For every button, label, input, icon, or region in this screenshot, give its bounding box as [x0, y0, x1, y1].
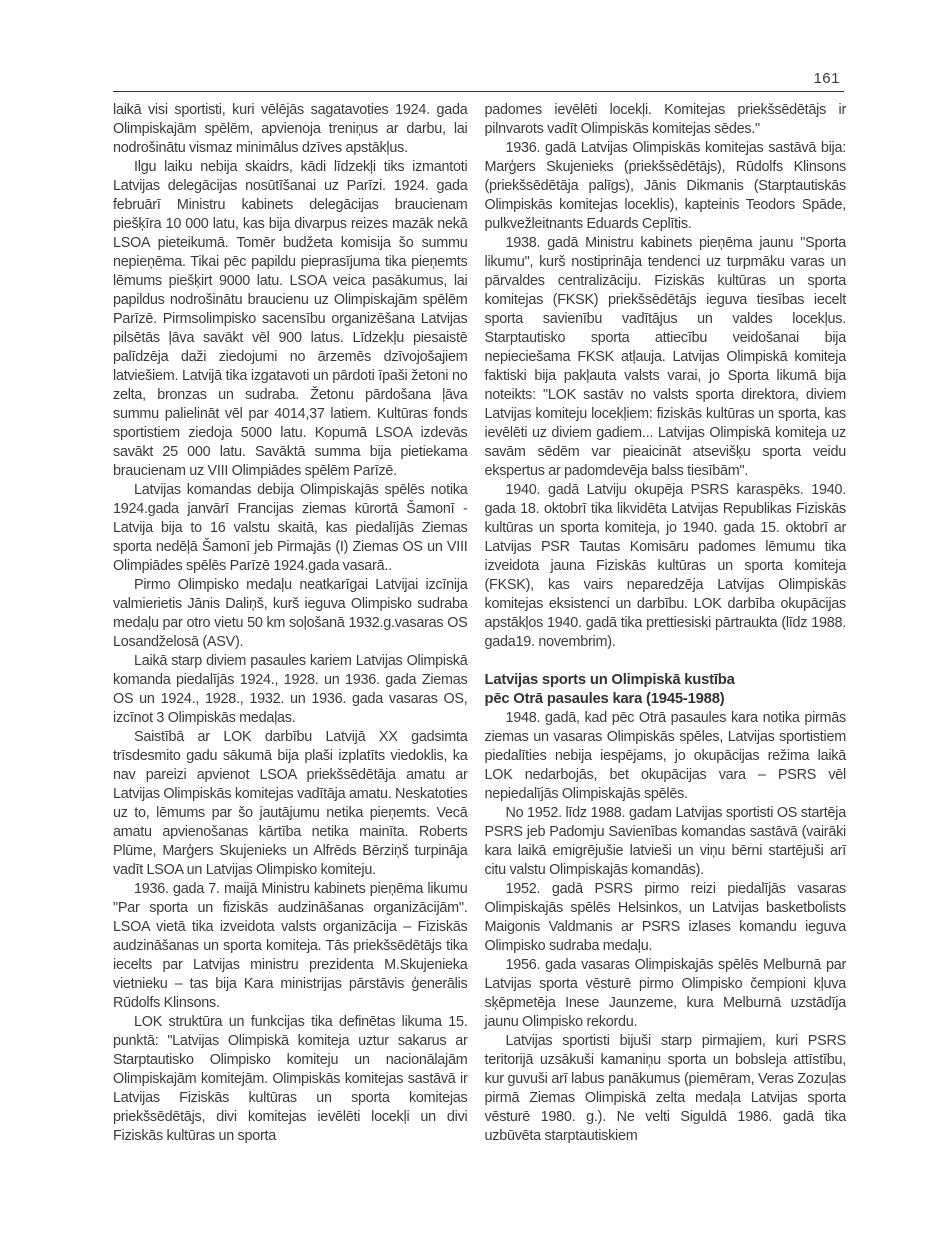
- section-heading-line-2: pēc Otrā pasaules kara (1945-1988): [484, 691, 725, 707]
- body-paragraph: padomes ievēlēti locekļi. Komitejas priekšsēdētājs ir pilnvarots vadīt Olimpiskās komitejas sēdes.": [484, 102, 846, 137]
- body-paragraph: laikā visi sportisti, kuri vēlējās sagatavoties 1924. gada Olimpiskajām spēlēm, apvienoja treniņus ar darbu, lai nodrošinātu vismaz minimālus dzīves apstākļus.: [113, 102, 468, 156]
- body-paragraph: Laikā starp diviem pasaules kariem Latvijas Olimpiskā komanda piedalījās 1924., 1928. un 1936. gada Ziemas OS un 1924., 1928., 1932. un 1936. gada vasaras OS, izcīnot 3 Olimpiskās medaļas.: [113, 653, 468, 726]
- body-paragraph: Latvijas komandas debija Olimpiskajās spēlēs notika 1924.gada janvārī Francijas ziemas kūrortā Šamonī - Latvija bija to 16 valstu skaitā, kas piedalījās Ziemas sporta nedēļā Šamonī jeb Pirmajās (I) Ziemas OS un VIII Olimpiādes spēlēs Parīzē 1924.gada vasarā..: [113, 482, 468, 574]
- body-paragraph: LOK struktūra un funkcijas tika definētas likuma 15. punktā: "Latvijas Olimpiskā komiteja uztur sakarus ar Starptautisko Olimpisko komiteju un nacionālajām Olimpiskajām komitejām. Olimpiskās komitejas sastāvā ir Latvijas Fiziskās kultūras un sporta komitejas priekšsēdētājs, divi komitejas ievēlēti locekļi un divi Fiziskās kultūras un sporta: [113, 1014, 468, 1144]
- body-paragraph: 1936. gada 7. maijā Ministru kabinets pieņēma likumu "Par sporta un fiziskās audzināšanas organizācijām". LSOA vietā tika izveidota valsts organizācija – Fiziskās audzināšanas un sporta komiteja. Tās priekšsēdētājs tika iecelts par Latvijas ministru prezidenta M.Skujenieka vietnieku – tas bija Kara ministrijas pārstāvis ģenerālis Rūdolfs Klinsons.: [113, 881, 468, 1011]
- left-column: [113, 101, 468, 1146]
- body-paragraph: 1948. gadā, kad pēc Otrā pasaules kara notika pirmās ziemas un vasaras Olimpiskās spēles, Latvijas sportistiem piedalīties nebija iespējams, jo okupācijas režima laikā LOK nedarbojās, bet okupācijas vara – PSRS vēl nepiedalījās Olimpiskajās spēlēs.: [484, 710, 846, 802]
- section-heading-line-1: Latvijas sports un Olimpiskā kustība: [484, 672, 735, 688]
- section-heading: [485, 671, 847, 709]
- body-paragraph: 1952. gadā PSRS pirmo reizi piedalījās vasaras Olimpiskajās spēlēs Helsinkos, un Latvijas basketbolists Maigonis Valdmanis ar PSRS izlases komandu ieguva Olimpisko sudraba medaļu.: [484, 881, 846, 954]
- header-rule: [113, 91, 844, 92]
- page-header: [113, 0, 844, 92]
- body-paragraph: No 1952. līdz 1988. gadam Latvijas sportisti OS startēja PSRS jeb Padomju Savienības komandas sastāvā (vairāki kara laikā emigrējušie latvieši un viņu bērni startējuši arī citu valstu Olimpiskajās komandās).: [484, 805, 846, 878]
- body-paragraph: Saistībā ar LOK darbību Latvijā XX gadsimta trīsdesmito gadu sākumā bija plaši izplatīts viedoklis, ka nav pareizi apvienot LSOA priekšsēdētāja amatu ar Latvijas Olimpiskās komitejas vadītāja amatu. Neskatoties uz to, lēmums par šo jautājumu netika pieņemts. Vecā amatu apvienošanas kārtība netika mainīta. Roberts Plūme, Marģers Skujenieks un Alfrēds Bērziņš turpināja vadīt LSOA un Latvijas Olimpisko komiteju.: [113, 729, 468, 878]
- page-number: 161: [813, 70, 840, 87]
- body-paragraph: 1936. gadā Latvijas Olimpiskās komitejas sastāvā bija: Marģers Skujenieks (priekšsēdētājs), Rūdolfs Klinsons (priekšsēdētāja palīgs), Jānis Dikmanis (Starptautiskās Olimpiskās komitejas loceklis), kapteinis Teodors Spāde, pulkvežleitnants Eduards Ceplītis.: [484, 140, 846, 232]
- body-paragraph: Latvijas sportisti bijuši starp pirmajiem, kuri PSRS teritorijā uzsākuši kamaniņu sporta un bobsleja attīstību, kur guvuši arī labus panākumus (piemēram, Veras Zozuļas pirmā Ziemas Olimpiskā zelta medaļa Latvijas sporta vēsturē 1980. g.). Ne velti Siguldā 1986. gadā tika uzbūvēta starptautiskiem: [484, 1033, 846, 1144]
- body-paragraph: 1956. gada vasaras Olimpiskajās spēlēs Melburnā par Latvijas sporta vēsturē pirmo Olimpisko čempioni kļuva sķēpmetēja Inese Jaunzeme, kura Melburnā uzstādīja jaunu Olimpisko rekordu.: [484, 957, 846, 1030]
- body-paragraph: 1938. gadā Ministru kabinets pieņēma jaunu "Sporta likumu", kurš nostiprināja tendenci uz turpmāku varas un pārvaldes centralizāciju. Fiziskās kultūras un sporta komitejas (FKSK) priekšsēdētājs ieguva tiesības iecelt sporta savienību vadītājus un valdes locekļus. Starptautisko sporta attiecību veidošanai bija nepieciešama FKSK atļauja. Latvijas Olimpiskā komiteja faktiski bija pakļauta valsts varai, jo Sporta likumā bija noteikts: "LOK sastāv no valsts sporta direktora, diviem Latvijas komiteju locekļiem: fiziskās kultūras un sporta, kas ievēlēti uz diviem gadiem... Latvijas Olimpiskā komiteja uz savām sēdēm var pieaicināt atsevišķu sporta veidu ekspertus ar padomdevēja balss tiesībām".: [484, 235, 846, 479]
- body-paragraph: 1940. gadā Latviju okupēja PSRS karaspēks. 1940. gada 18. oktobrī tika likvidēta Latvijas Republikas Fiziskās kultūras un sporta komiteja, jo 1940. gada 15. oktobrī ar Latvijas PSR Tautas Komisāru padomes lēmumu tika izveidota jauna Fiziskās kultūras un sporta komiteja (FKSK), kas vairs neparedzēja Latvijas Olimpiskās komitejas eksistenci un darbību. LOK darbība okupācijas apstākļos 1940. gadā tika prettiesiski pārtraukta (līdz 1988. gada19. novembrim).: [484, 482, 846, 650]
- body-paragraph: Ilgu laiku nebija skaidrs, kādi līdzekļi tiks izmantoti Latvijas delegācijas nosūtīšanai uz Parīzi. 1924. gada februārī Ministru kabinets delegācijas braucienam piešķīra 10 000 latu, kas bija divarpus reizes mazāk nekā LSOA pieteikumā. Tomēr budžeta komisija šo summu nepieņēma. Tikai pēc papildu pieprasījuma tika pieņemts lēmums piešķirt 9000 latu. LSOA veica pasākumus, lai papildus nodrošinātu braucienu uz Olimpiskajām spēlēm Parīzē. Pirmsolimpisko sacensību organizēšana Latvijas pilsētās ļāva savākt vēl 900 latus. Līdzekļu piesaistē palīdzēja daži ziedojumi no ārzemēs dzīvojošajiem latviešiem. Latvijā tika izgatavoti un pārdoti īpaši žetoni no zelta, bronzas un sudraba. Žetonu pārdošana ļāva summu palielināt vēl par 4014,37 latiem. Kultūras fonds sportistiem ziedoja 5000 latu. Kopumā LSOA izdevās savākt 25 000 latu. Savāktā summa bija pietiekama braucienam uz VIII Olimpiādes spēlēm Parīzē.: [113, 159, 468, 479]
- text-columns: [113, 101, 846, 1146]
- right-column: [485, 101, 847, 1146]
- body-paragraph: Pirmo Olimpisko medaļu neatkarīgai Latvijai izcīnija valmierietis Jānis Daliņš, kurš ieguva Olimpisko sudraba medaļu par otro vietu 50 km soļošanā 1932.g.vasaras OS Losandželosā (ASV).: [113, 577, 468, 650]
